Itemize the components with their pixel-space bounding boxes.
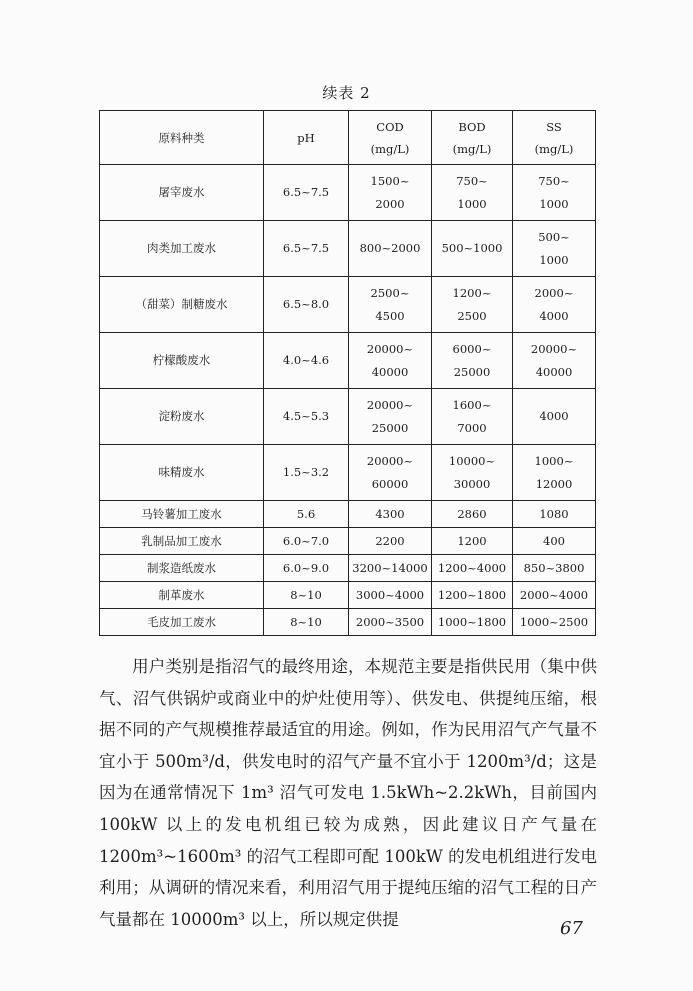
cell-ss-line: 20000~	[530, 341, 578, 356]
header-cod-line: COD	[376, 119, 404, 134]
table-row	[100, 165, 596, 221]
cell-cod: 4300	[349, 501, 432, 528]
cell-cod	[349, 445, 432, 501]
cell-bod-line: 1000	[457, 196, 487, 211]
body-paragraph	[99, 651, 597, 935]
cell-bod: 1200	[432, 528, 513, 555]
header-bod	[432, 111, 513, 165]
cell-ph: 6.0~9.0	[264, 555, 349, 582]
table-row	[100, 221, 596, 277]
header-bod-line: BOD	[458, 119, 486, 134]
cell-material-type: （甜菜）制糖废水	[100, 277, 264, 333]
cell-ss-line: 1000~	[534, 453, 574, 468]
table-row	[100, 528, 596, 555]
cell-cod: 800~2000	[349, 221, 432, 277]
cell-ss: 850~3800	[513, 555, 596, 582]
cell-cod: 2000~3500	[349, 609, 432, 636]
cell-ph: 4.5~5.3	[264, 389, 349, 445]
cell-ss: 4000	[513, 389, 596, 445]
table-caption: 续表 2	[322, 84, 371, 102]
table-header-row	[100, 111, 596, 165]
cell-ph: 5.6	[264, 501, 349, 528]
cell-cod: 2200	[349, 528, 432, 555]
cell-material-type: 毛皮加工废水	[100, 609, 264, 636]
cell-ph: 6.5~7.5	[264, 221, 349, 277]
cell-cod: 3000~4000	[349, 582, 432, 609]
cell-ph: 6.5~7.5	[264, 165, 349, 221]
header-cod-line: (mg/L)	[370, 141, 410, 156]
cell-bod-line: 25000	[453, 364, 491, 379]
cell-ss: 2000~4000	[513, 582, 596, 609]
cell-cod	[349, 277, 432, 333]
cell-ss: 1000~2500	[513, 609, 596, 636]
cell-cod	[349, 165, 432, 221]
cell-ph: 1.5~3.2	[264, 445, 349, 501]
header-ss-line: SS	[546, 119, 562, 134]
table-row	[100, 333, 596, 389]
cell-ss: 400	[513, 528, 596, 555]
table-row	[100, 555, 596, 582]
header-ss	[513, 111, 596, 165]
header-material-type: 原料种类	[100, 111, 264, 165]
cell-material-type: 肉类加工废水	[100, 221, 264, 277]
header-ss-line: (mg/L)	[534, 141, 574, 156]
table-row	[100, 609, 596, 636]
cell-material-type: 制革废水	[100, 582, 264, 609]
cell-cod-line: 1500~	[370, 173, 410, 188]
cell-ss	[513, 277, 596, 333]
cell-cod-line: 4500	[375, 308, 405, 323]
page-number: 67	[560, 918, 583, 939]
cell-ss	[513, 445, 596, 501]
cell-material-type: 味精废水	[100, 445, 264, 501]
cell-bod	[432, 165, 513, 221]
cell-ph: 4.0~4.6	[264, 333, 349, 389]
cell-cod-line: 2000	[375, 196, 405, 211]
cell-cod-line: 25000	[371, 420, 409, 435]
cell-bod	[432, 445, 513, 501]
table-row	[100, 582, 596, 609]
cell-cod-line: 20000~	[366, 397, 414, 412]
cell-bod-line: 7000	[457, 420, 487, 435]
cell-material-type: 乳制品加工废水	[100, 528, 264, 555]
table-row	[100, 277, 596, 333]
cell-bod: 500~1000	[432, 221, 513, 277]
cell-bod-line: 2500	[457, 308, 487, 323]
cell-bod-line: 6000~	[452, 341, 492, 356]
table-row	[100, 445, 596, 501]
cell-bod-line: 30000	[453, 476, 491, 491]
cell-bod	[432, 333, 513, 389]
cell-ph: 6.5~8.0	[264, 277, 349, 333]
paragraph-text: 用户类别是指沼气的最终用途，本规范主要是指供民用（集中供气、沼气供锅炉或商业中的炉灶使用等）、供发电、供提纯压缩，根据不同的产气规模推荐最适宜的用途。例如，作为民用沼气产气量不宜小于 500m³/d，供发电时的沼气产量不宜小于 1200m³/d；这是因为在通常情况下 1m³ 沼气可发电 1.5kWh~2.2kWh，目前国内 100kW 以上的发电机组已较为成熟，因此建议日产气量在 1200m³~1600m³ 的沼气工程即可配 100kW 的发电机组进行发电利用；从调研的情况来看，利用沼气用于提纯压缩的沼气工程的日产气量都在 10000m³ 以上，所以规定供提	[99, 657, 597, 929]
cell-ss	[513, 221, 596, 277]
wastewater-quality-table	[99, 110, 596, 636]
cell-cod: 3200~14000	[349, 555, 432, 582]
table-row	[100, 389, 596, 445]
cell-material-type: 柠檬酸废水	[100, 333, 264, 389]
cell-ss: 1080	[513, 501, 596, 528]
cell-bod-line: 1600~	[452, 397, 492, 412]
cell-ph: 8~10	[264, 609, 349, 636]
cell-cod	[349, 389, 432, 445]
cell-bod: 1200~4000	[432, 555, 513, 582]
cell-ss	[513, 333, 596, 389]
cell-bod	[432, 389, 513, 445]
cell-ss-line: 40000	[535, 364, 573, 379]
cell-ss-line: 750~	[538, 173, 570, 188]
cell-material-type: 屠宰废水	[100, 165, 264, 221]
cell-cod	[349, 333, 432, 389]
cell-cod-line: 2500~	[370, 285, 410, 300]
cell-bod	[432, 277, 513, 333]
cell-ss-line: 4000	[539, 308, 569, 323]
cell-cod-line: 60000	[371, 476, 409, 491]
header-bod-line: (mg/L)	[452, 141, 492, 156]
header-cod	[349, 111, 432, 165]
cell-material-type: 制浆造纸废水	[100, 555, 264, 582]
table-row	[100, 501, 596, 528]
cell-cod-line: 20000~	[366, 341, 414, 356]
cell-ss-line: 1000	[539, 196, 569, 211]
cell-material-type: 马铃薯加工废水	[100, 501, 264, 528]
cell-ss-line: 1000	[539, 252, 569, 267]
cell-ph: 6.0~7.0	[264, 528, 349, 555]
cell-bod-line: 750~	[456, 173, 488, 188]
header-ph: pH	[264, 111, 349, 165]
cell-bod: 2860	[432, 501, 513, 528]
cell-bod: 1000~1800	[432, 609, 513, 636]
cell-cod-line: 40000	[371, 364, 409, 379]
cell-ss-line: 2000~	[534, 285, 574, 300]
cell-bod-line: 1200~	[452, 285, 492, 300]
cell-ss-line: 12000	[535, 476, 573, 491]
cell-ss	[513, 165, 596, 221]
table-body	[100, 165, 596, 636]
cell-cod-line: 20000~	[366, 453, 414, 468]
cell-bod: 1200~1800	[432, 582, 513, 609]
cell-ss-line: 500~	[538, 229, 570, 244]
cell-material-type: 淀粉废水	[100, 389, 264, 445]
cell-ph: 8~10	[264, 582, 349, 609]
cell-bod-line: 10000~	[448, 453, 496, 468]
